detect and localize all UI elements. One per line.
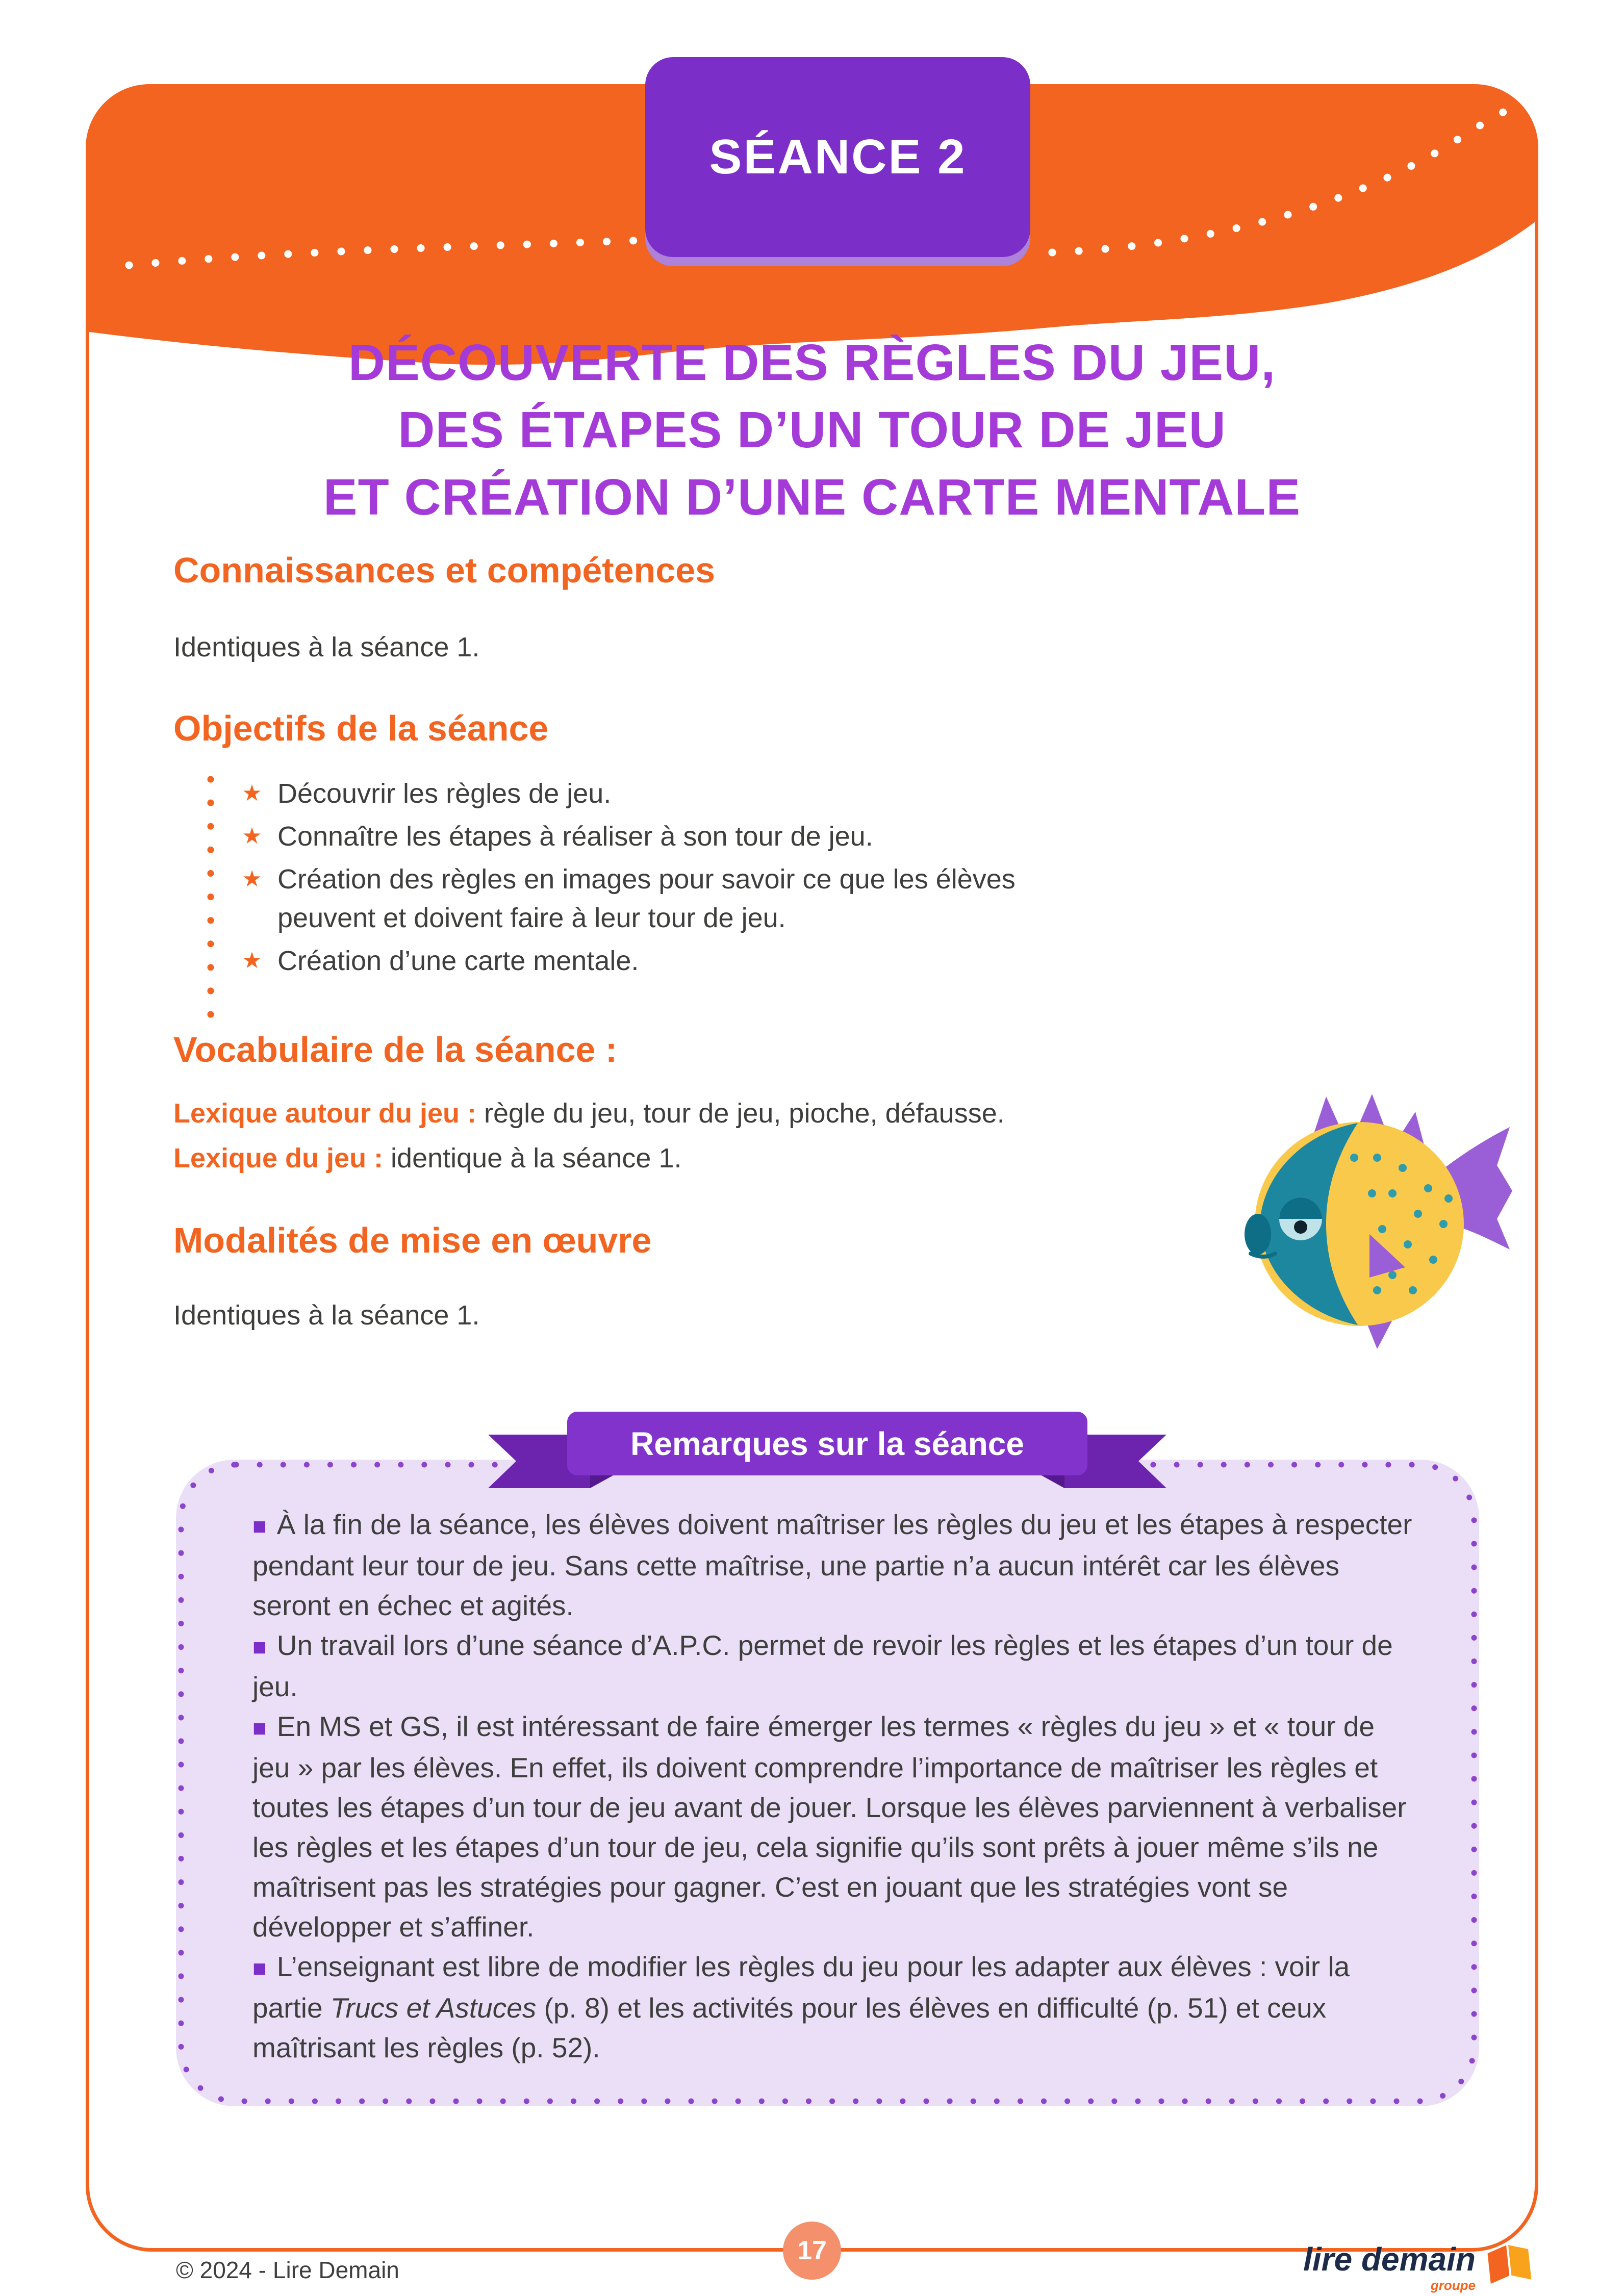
- square-bullet-icon: ■: [252, 1715, 267, 1741]
- heading-vocabulaire: Vocabulaire de la séance :: [173, 1030, 618, 1069]
- remark-text: À la fin de la séance, les élèves doivent maîtriser les règles du jeu et les étapes à respecter pendant leur tour de jeu. Sans cette maîtrise, une partie n’a aucun intérêt car les élèves seront en échec et agités.: [252, 1509, 1412, 1621]
- remark-text: (p. 8) et les activités pour les élèves en difficulté (p. 51) et ceux maîtrisant les règles (p. 52).: [252, 1992, 1327, 2063]
- heading-connaissances: Connaissances et compétences: [173, 550, 716, 590]
- vocab-line: [173, 1098, 1005, 1129]
- remark-paragraph: [252, 1504, 1415, 1625]
- vocab-label: Lexique du jeu :: [173, 1143, 391, 1173]
- dotted-line-icon: [204, 775, 217, 1020]
- square-bullet-icon: ■: [252, 1634, 267, 1660]
- vocab-text: identique à la séance 1.: [391, 1143, 682, 1173]
- star-icon: ★: [242, 948, 262, 973]
- vocab-line: [173, 1142, 1005, 1174]
- remark-paragraph: [252, 1947, 1415, 2068]
- remark-text: Trucs et Astuces: [330, 1992, 537, 2024]
- objective-item: [240, 774, 1137, 813]
- page-title-line: ET CRÉATION D’UNE CARTE MENTALE: [323, 469, 1301, 526]
- star-icon: ★: [242, 866, 262, 891]
- seance-badge: [645, 57, 1030, 257]
- logo-text-block: [1303, 2243, 1476, 2292]
- page-title-line: DÉCOUVERTE DES RÈGLES DU JEU,: [348, 334, 1276, 391]
- logo-subtext: groupe: [1430, 2278, 1476, 2293]
- vocab-text: règle du jeu, tour de jeu, pioche, défausse.: [484, 1098, 1005, 1129]
- connaissances-body: Identiques à la séance 1.: [173, 632, 480, 662]
- objective-item: [240, 860, 1137, 937]
- vocab-lines: [173, 1098, 1005, 1187]
- page-title-line: DES ÉTAPES D’UN TOUR DE JEU: [398, 401, 1226, 458]
- modalites-body: Identiques à la séance 1.: [173, 1300, 480, 1331]
- page-title: [86, 329, 1538, 531]
- objective-text: Création d’une carte mentale.: [277, 946, 639, 976]
- page-number-badge: [783, 2222, 841, 2280]
- square-bullet-icon: ■: [252, 1513, 267, 1539]
- copyright: © 2024 - Lire Demain: [176, 2257, 399, 2283]
- heading-objectifs: Objectifs de la séance: [173, 708, 549, 748]
- remark-text: L’enseignant est libre de modifier les règles du jeu pour les adapter aux élèves : voir la partie: [252, 1951, 1350, 2024]
- fish-illustration-icon: [1224, 1066, 1520, 1357]
- vocab-label: Lexique autour du jeu :: [173, 1098, 485, 1129]
- objective-item: [240, 941, 1137, 980]
- objective-text: Connaître les étapes à réaliser à son tour de jeu.: [277, 821, 873, 852]
- star-icon: ★: [242, 824, 262, 849]
- remarks-body: [252, 1504, 1415, 2068]
- logo-text: lire demain: [1303, 2241, 1476, 2278]
- square-bullet-icon: ■: [252, 1955, 267, 1981]
- publisher-logo: [1303, 2243, 1535, 2292]
- objective-text: Découvrir les règles de jeu.: [277, 778, 612, 809]
- remark-paragraph: [252, 1706, 1415, 1947]
- objectives-list: [240, 774, 1137, 984]
- remarks-banner-label: Remarques sur la séance: [630, 1425, 1024, 1462]
- open-book-icon: [1482, 2240, 1537, 2288]
- objective-item: [240, 817, 1137, 856]
- remarks-box: [176, 1460, 1479, 2106]
- page-number: 17: [797, 2236, 827, 2265]
- seance-badge-label: SÉANCE 2: [709, 130, 967, 184]
- remarks-banner: [488, 1407, 1166, 1496]
- remark-paragraph: [252, 1625, 1415, 1706]
- remark-text: En MS et GS, il est intéressant de faire émerger les termes « règles du jeu » et « tour de jeu » par les élèves. En effet, ils doivent comprendre l’importance de maîtriser les règles et toutes les étapes d’un tour de jeu avant de jouer. Lorsque les élèves parviennent à verbaliser les règles et les étapes d’un tour de jeu, cela signifie qu’ils sont prêts à jouer même s’ils ne maîtrisent pas les stratégies pour gagner. C’est en jouant que les stratégies vont se développer et s’affiner.: [252, 1711, 1407, 1943]
- heading-modalites: Modalités de mise en œuvre: [173, 1220, 652, 1260]
- remark-text: Un travail lors d’une séance d’A.P.C. permet de revoir les règles et les étapes d’un tour de jeu.: [252, 1629, 1393, 1702]
- star-icon: ★: [242, 781, 262, 806]
- objective-text: Création des règles en images pour savoir ce que les élèves peuvent et doivent faire à leur tour de jeu.: [277, 864, 1016, 933]
